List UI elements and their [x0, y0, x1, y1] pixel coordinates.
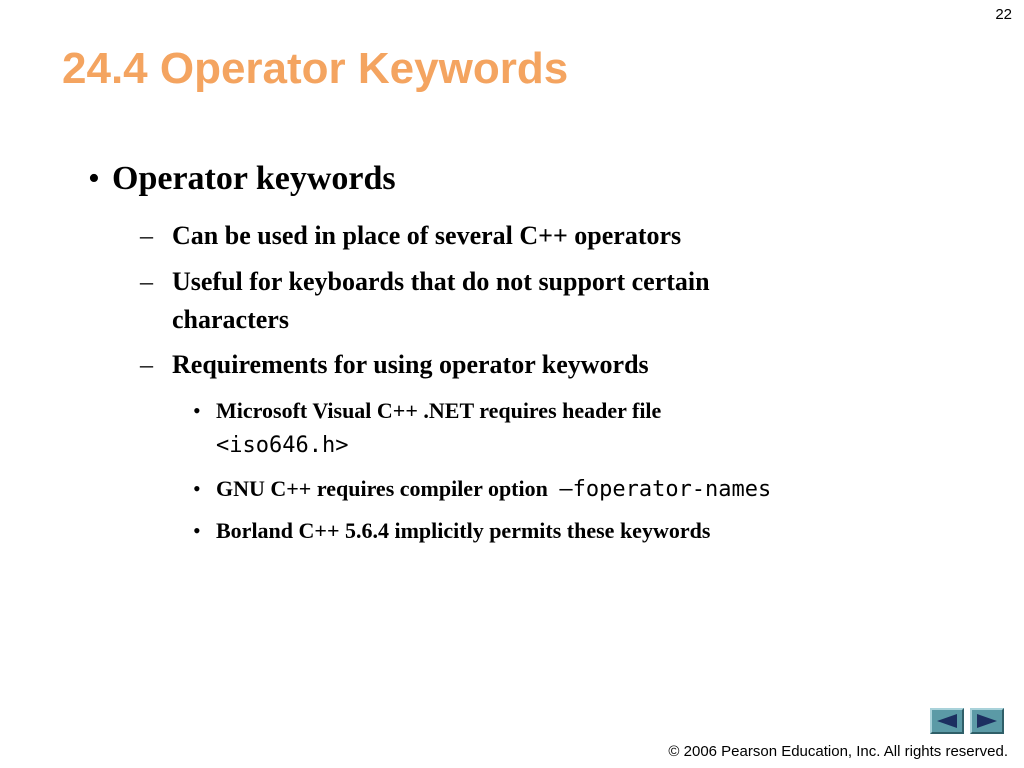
bullet-marker: • — [88, 160, 100, 197]
dash-marker: – — [140, 221, 153, 250]
item-microsoft-code — [216, 432, 348, 458]
sub-bullet-requirements — [140, 350, 649, 380]
next-slide-button[interactable] — [970, 708, 1004, 734]
dash-marker: – — [140, 267, 153, 296]
item-text: GNU C++ requires compiler option — [216, 476, 548, 501]
bullet-marker: • — [193, 398, 201, 423]
item-gnu — [193, 476, 771, 502]
triangle-right-icon — [976, 713, 998, 729]
header-file-code: <iso646.h> — [216, 433, 349, 458]
slide-title: 24.4 Operator Keywords — [62, 44, 569, 93]
triangle-left-icon — [936, 713, 958, 729]
compiler-option-code: –foperator-names — [559, 477, 772, 502]
copyright-footer: © 2006 Pearson Education, Inc. All rights reserved. — [668, 743, 1008, 760]
item-borland — [193, 518, 710, 544]
bullet-marker: • — [193, 476, 201, 501]
bullet-operator-keywords — [88, 160, 396, 198]
item-text: Microsoft Visual C++ .NET requires header file — [216, 398, 662, 423]
sub-bullet-text: Useful for keyboards that do not support certain — [172, 267, 710, 296]
sub-bullet-keyboards — [140, 267, 710, 297]
sub-bullet-text: characters — [172, 305, 289, 334]
dash-marker: – — [140, 350, 153, 379]
sub-bullet-text: Can be used in place of several C++ operators — [172, 221, 682, 250]
slide-navigation — [930, 708, 1004, 734]
page-number: 22 — [995, 6, 1012, 23]
item-microsoft — [193, 398, 661, 424]
previous-slide-button[interactable] — [930, 708, 964, 734]
sub-bullet-text: Requirements for using operator keywords — [172, 350, 649, 379]
sub-bullet-keyboards-continued — [172, 305, 289, 335]
sub-bullet-operators — [140, 221, 681, 251]
bullet-marker: • — [193, 518, 201, 543]
bullet-text: Operator keywords — [112, 160, 396, 197]
item-text: Borland C++ 5.6.4 implicitly permits these keywords — [216, 518, 711, 543]
